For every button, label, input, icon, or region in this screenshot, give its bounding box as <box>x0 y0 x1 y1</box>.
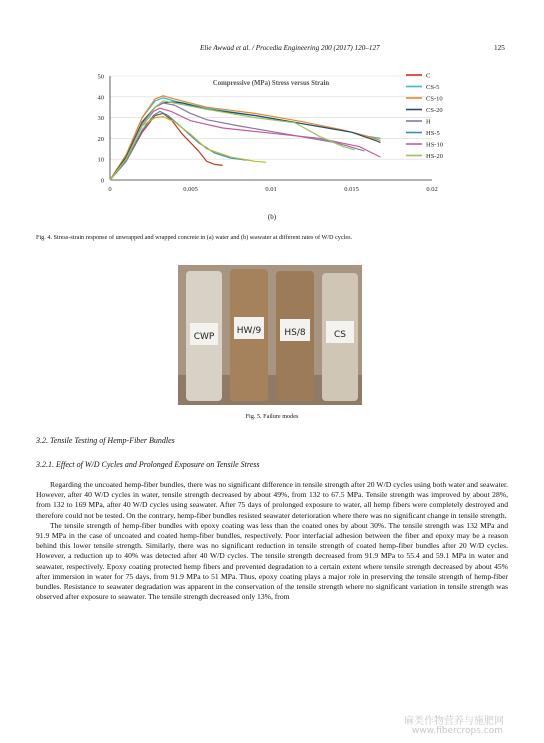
subsection-heading: 3.2.1. Effect of W/D Cycles and Prolonged Exposure on Tensile Stress <box>36 460 260 469</box>
photo-label-2: HW/9 <box>236 326 262 336</box>
legend-label: HS-20 <box>426 153 443 160</box>
photo-drawing <box>178 265 362 405</box>
series-line <box>110 98 381 180</box>
photo-label-3: HS/8 <box>284 328 306 338</box>
legend-label: CS-20 <box>426 107 443 114</box>
figure-5-caption: Fig. 5. Failure modes <box>245 413 299 420</box>
legend-label: C <box>426 72 431 80</box>
x-tick-label: 0.015 <box>344 186 359 193</box>
journal-citation: Elie Awwad et al. / Procedia Engineering 200 (2017) 120–127 <box>200 44 380 52</box>
y-tick-label: 10 <box>97 156 104 164</box>
paragraph: The tensile strength of hemp-fiber bundles with epoxy coating was less than the coated ones by about 30%. The tensile strength was 132 MPa and 91.9 MPa in the case of uncoated and coated hemp-fiber bundles, respectively. Poor interfacial adhesion between the fiber and epoxy may be a reason behind this lower tensile strength. Similarly, there was no significant reduction in tensile strength of coated hemp-fiber bundles after 20 W/D cycles. However, a reduction up to 40% was detected after 40 W/D cycles. The tensile strength decreased from 91.9 MPa to 55.4 and 59.1 MPa in water and seawater, respectively. Epoxy coating protected hemp fibers and prevented degradation to a certain extent where tensile strength decreased by about 45% after immersion in water for 75 days, from 91.9 MPa to 51 MPa. Thus, epoxy coating plays a major role in preserving the tensile strength of hemp-fiber bundles. Resistance to seawater degradation was apparent in the conservation of the tensile strength where no significant variation in tensile strength was observed after exposure to seawater. The tensile strength decreased only 13%, from <box>36 520 508 602</box>
x-tick-label: 0 <box>108 186 112 193</box>
y-tick-label: 50 <box>97 73 104 81</box>
legend-label: HS-10 <box>426 141 443 149</box>
figure-4-caption: Fig. 4. Stress-strain response of unwrapped and wrapped concrete in (a) water and (b) seawater at different rates of W/D cycles. <box>36 234 353 241</box>
page-number: 125 <box>494 44 505 52</box>
legend-label: HS-5 <box>426 130 440 137</box>
y-tick-label: 0 <box>100 177 104 185</box>
y-tick-label: 30 <box>97 115 104 123</box>
x-tick-label: 0.005 <box>183 186 198 193</box>
x-tick-label: 0.01 <box>265 186 277 193</box>
series-line <box>110 96 381 180</box>
paragraph: Regarding the uncoated hemp-fiber bundles, there was no significant difference in tensile strength after 20 W/D cycles using both water and seawater. However, after 40 W/D cycles in water, tensile strength decreased by about 49%, from 132 to 67.5 MPa. Tensile strength was improved by about 28%, from 132 to 169 MPa, after 40 W/D cycles using seawater. After 75 days of prolonged exposure to water, all hemp fibers were completely destroyed and therefore could not be tested. On the contrary, hemp-fiber bundles resisted seawater deterioration where there was no significant change in tensile strength. <box>36 480 508 520</box>
y-tick-label: 40 <box>97 94 104 102</box>
legend-label: H <box>426 118 431 126</box>
photo-label-4: CS <box>334 330 346 340</box>
stress-strain-chart <box>80 66 465 201</box>
failure-modes-photo <box>178 265 362 405</box>
y-tick-label: 20 <box>97 135 104 143</box>
watermark-text: 麻类作物营养与施肥网 <box>404 716 504 727</box>
chart-title: Compressive (MPa) Stress versus Strain <box>212 80 330 87</box>
watermark-url: www.fibercrops.com <box>412 726 503 736</box>
x-tick-label: 0.02 <box>426 186 438 193</box>
legend-label: CS-5 <box>426 84 440 91</box>
subfigure-label: (b) <box>267 213 277 221</box>
body-text <box>36 480 508 602</box>
legend-label: CS-10 <box>426 95 443 103</box>
photo-label-1: CWP <box>193 332 215 342</box>
section-heading: 3.2. Tensile Testing of Hemp-Fiber Bundles <box>36 436 175 445</box>
